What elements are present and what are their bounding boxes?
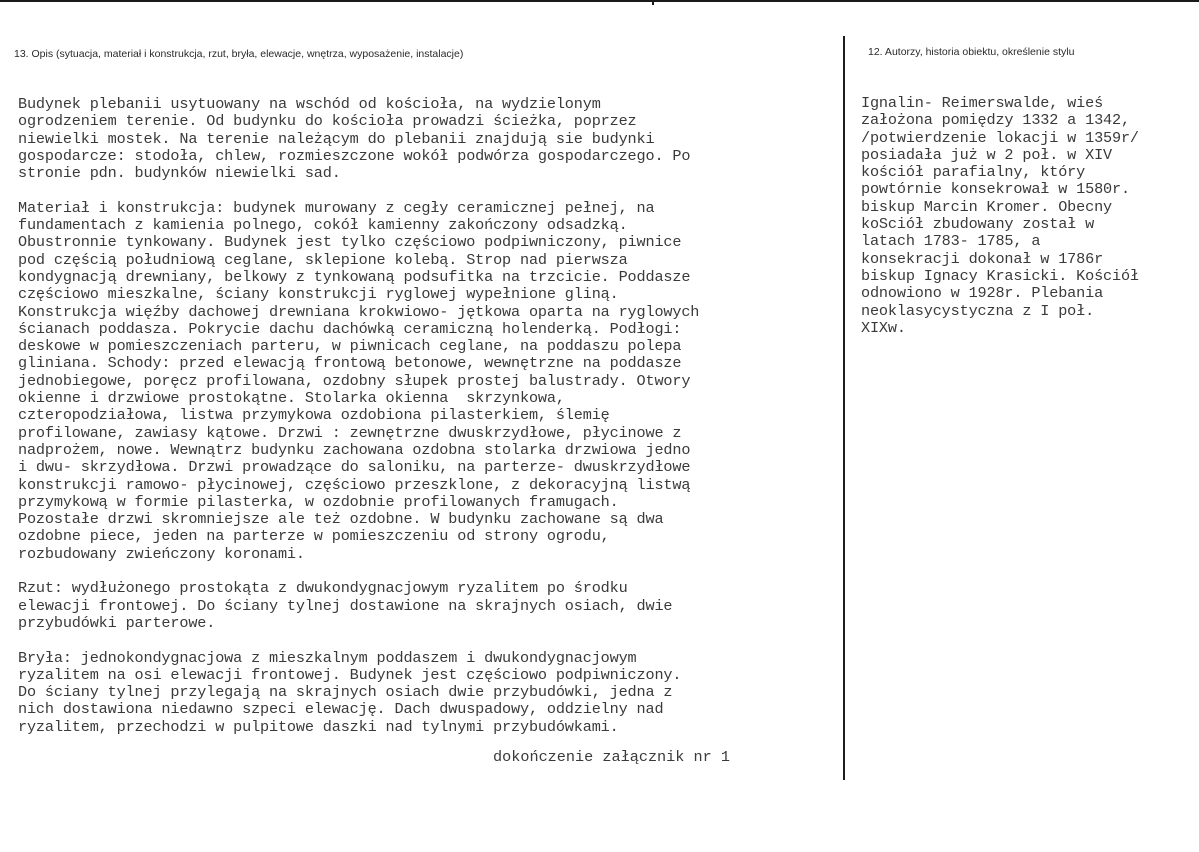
text-line: Obustronnie tynkowany. Budynek jest tylko częściowo podpiwniczony, piwnice	[18, 233, 682, 252]
history-text-line: kościół parafialny, który	[861, 163, 1086, 182]
text-line: gliniana. Schody: przed elewacją frontową betonowe, wewnętrzne na poddasze	[18, 354, 682, 373]
text-line: nadprożem, nowe. Wewnątrz budynku zachowana ozdobna stolarka drzwiowa jedno	[18, 440, 691, 459]
text-line: Materiał i konstrukcja: budynek murowany z cegły ceramicznej pełnej, na	[18, 198, 655, 217]
history-column	[861, 95, 1191, 337]
text-line: deskowe w pomieszczeniach parteru, w piwnicach ceglane, na poddaszu polepa	[18, 337, 682, 356]
column-divider	[843, 36, 845, 780]
top-tick-mark	[652, 0, 654, 5]
history-text-line: neoklasycystyczna z I poł.	[861, 301, 1095, 320]
text-line: ozdobne piece, jeden na parterze w pomieszczeniu od strony ogrodu,	[18, 527, 610, 546]
description-paragraph	[18, 650, 828, 736]
history-text-line: konsekracji dokonał w 1786r	[861, 249, 1104, 268]
description-column	[18, 96, 828, 736]
history-text-line: biskup Ignacy Krasicki. Kościół	[861, 266, 1139, 285]
text-line: kondygnacją drewniany, belkowy z tynkowaną podsufitka na trzcicie. Poddasze	[18, 267, 691, 286]
text-line: jednobiegowe, poręcz profilowana, ozdobny słupek prostej balustrady. Otwory	[18, 371, 691, 390]
text-line: czteropodziałowa, listwa przymykowa ozdobiona pilasterkiem, ślemię	[18, 406, 610, 425]
text-line: Budynek plebanii usytuowany na wschód od kościoła, na wydzielonym	[18, 95, 601, 113]
text-line: konstrukcji ramowo- płycinowej, częściowo przeszklone, z dekoracyjną listwą	[18, 475, 691, 494]
text-line: Pozostałe drzwi skromniejsze ale też ozdobne. W budynku zachowane są dwa	[18, 510, 664, 529]
history-text-line: koSciół zbudowany został w	[861, 215, 1095, 234]
text-line: Konstrukcja więźby dachowej drewniana krokwiowo- jętkowa oparta na ryglowych	[18, 302, 700, 321]
text-line: Do ściany tylnej przylegają na skrajnych osiach dwie przybudówki, jedna z	[18, 683, 673, 702]
history-text-line: odnowiono w 1928r. Plebania	[861, 284, 1104, 303]
text-line: pod częścią południową ceglane, sklepione kolebą. Strop nad pierwsza	[18, 250, 628, 269]
text-line: przybudówki parterowe.	[18, 613, 216, 632]
text-line: częściowo mieszkalne, ściany konstrukcji ryglowej wypełnione gliną.	[18, 285, 619, 304]
history-text-line: latach 1783- 1785, a	[861, 232, 1041, 251]
text-line: ryzalitem, przechodzi w pulpitowe daszki nad tylnymi przybudówkami.	[18, 717, 619, 736]
text-line: ścianach poddasza. Pokrycie dachu dachówką ceramiczną holenderką. Podłogi:	[18, 319, 682, 338]
history-text-line: Ignalin- Reimerswalde, wieś	[861, 94, 1104, 112]
text-line: okienne i drzwiowe prostokątne. Stolarka okienna skrzynkowa,	[18, 389, 565, 408]
text-line: Rzut: wydłużonego prostokąta z dwukondygnacjowym ryzalitem po środku	[18, 579, 628, 598]
text-line: profilowane, zawiasy kątowe. Drzwi : zewnętrzne dwuskrzydłowe, płycinowe z	[18, 423, 682, 442]
text-line: przymykową w formie pilasterka, w ozdobnie profilowanych framugach.	[18, 492, 619, 511]
text-line: rozbudowany zwieńczony koronami.	[18, 544, 305, 563]
continuation-note: dokończenie załącznik nr 1	[493, 748, 730, 766]
history-text-line: biskup Marcin Kromer. Obecny	[861, 197, 1112, 216]
description-paragraph	[18, 580, 828, 632]
text-line: Bryła: jednokondygnacjowa z mieszkalnym poddaszem i dwukondygnacjowym	[18, 648, 637, 667]
history-text-line: XIXw.	[861, 318, 906, 337]
description-paragraph	[18, 200, 828, 563]
section-12-header: 12. Autorzy, historia obiektu, określenie stylu	[868, 46, 1075, 58]
text-line: niewielki mostek. Na terenie należącym do plebanii znajdują sie budynki	[18, 129, 655, 148]
text-line: gospodarcze: stodoła, chlew, rozmieszczone wokół podwórza gospodarczego. Po	[18, 146, 691, 165]
text-line: stronie pdn. budynków niewielki sad.	[18, 164, 341, 183]
text-line: ogrodzeniem terenie. Od budynku do kościoła prowadzi ścieżka, poprzez	[18, 112, 637, 131]
history-text-line: /potwierdzenie lokacji w 1359r/	[861, 128, 1139, 147]
section-13-header: 13. Opis (sytuacja, materiał i konstrukcja, rzut, bryła, elewacje, wnętrza, wyposażenie, instalacje)	[14, 48, 464, 60]
history-text-line: posiadała już w 2 poł. w XIV	[861, 145, 1112, 164]
top-border-line	[0, 0, 1199, 2]
history-text-line: założona pomiędzy 1332 a 1342,	[861, 111, 1130, 130]
text-line: i dwu- skrzydłowa. Drzwi prowadzące do saloniku, na parterze- dwuskrzydłowe	[18, 458, 691, 477]
history-text-line: powtórnie konsekrował w 1580r.	[861, 180, 1130, 199]
text-line: ryzalitem na osi elewacji frontowej. Budynek jest częściowo podpiwniczony.	[18, 665, 682, 684]
text-line: elewacji frontowej. Do ściany tylnej dostawione na skrajnych osiach, dwie	[18, 596, 673, 615]
text-line: nich dostawiona niedawno szpeci elewację. Dach dwuspadowy, oddzielny nad	[18, 700, 664, 719]
description-paragraph	[18, 96, 828, 182]
text-line: fundamentach z kamienia polnego, cokół kamienny zakończony odsadzką.	[18, 216, 628, 235]
